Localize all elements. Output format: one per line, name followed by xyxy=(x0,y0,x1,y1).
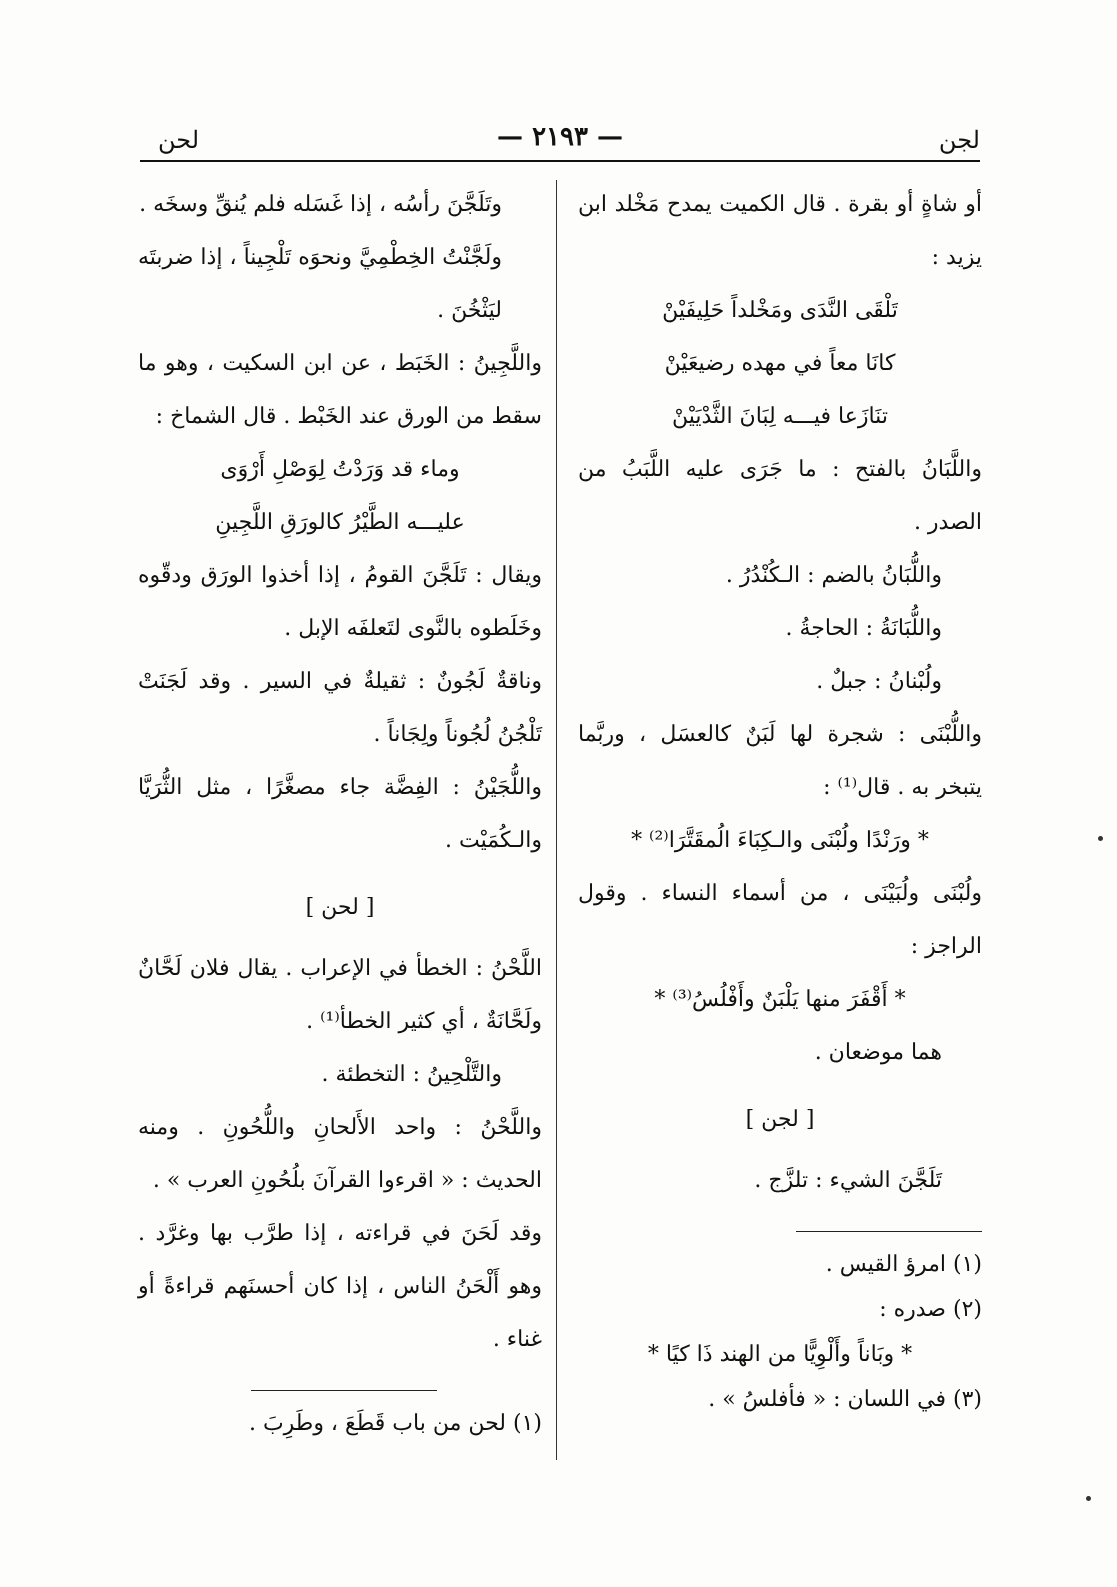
paragraph: وتَلَجَّنَ رأسُه ، إذا غَسَله فلم يُنقِّ وسخَه . xyxy=(139,192,502,217)
page-number: — ٢١٩٣ — xyxy=(497,122,623,152)
footnote-rule xyxy=(796,1231,982,1232)
verse-line: تنَازَعا فيـــه لِبَانَ الثَّدْيَيْنْ xyxy=(672,404,888,429)
paragraph: واللَّبَانُ بالفتح : ما جَرَى عليه اللَّبَبُ من الصدر . xyxy=(578,457,982,535)
paragraph: والتَّلْحِينُ : التخطئة . xyxy=(321,1062,502,1087)
left-column xyxy=(138,178,542,1446)
paragraph: وناقةٌ لَجُونٌ : ثقيلةٌ في السير . وقد لَجَنَتْ تَلْجُنُ لُجُوناً ولِجَاناً . xyxy=(138,669,542,747)
verse-line: كانَا معاً في مهده رضيعَيْنْ xyxy=(664,351,896,376)
paragraph: أو شاةٍ أو بقرة . قال الكميت يمدح مَخْلد ابن يزيد : xyxy=(578,192,982,270)
footnote: (١) لحن من باب قَطَعَ ، وطَرِبَ . xyxy=(248,1411,542,1436)
scan-speck xyxy=(1086,1496,1091,1501)
verse-line: تَلْقَى النَّدَى ومَخْلداً حَلِيفَيْنْ xyxy=(662,298,898,323)
footnote: (٢) صدره : xyxy=(879,1297,982,1322)
header-rule xyxy=(140,160,980,162)
paragraph: واللَّحْنُ : واحد الأَلحانِ واللُّحُونِ . ومنه الحديث : « اقرءوا القرآنَ بلُحُونِ العرب » . xyxy=(138,1115,542,1193)
footnote: (٣) في اللسان : « فأفلسُ » . xyxy=(708,1387,982,1412)
paragraph: تَلَجَّنَ الشيء : تلزَّج . xyxy=(754,1168,942,1193)
paragraph: وقد لَحَنَ في قراءته ، إذا طرَّب بها وغرَّد . وهو أَلْحَنُ الناس ، إذا كان أحسنَهم قراءةً أو غناء . xyxy=(138,1221,542,1352)
verse-line: وماء قد وَرَدْتُ لِوَصْلِ أَرْوَى xyxy=(220,457,460,482)
verse-line: * ورَنْدًا ولُبْنَى والـكِبَاءَ الُمقَتَّرَا⁽²⁾ * xyxy=(631,828,929,853)
entry-heading: [ لجن ] xyxy=(745,1107,815,1132)
paragraph: واللُّبْنَى : شجرة لها لَبَنٌ كالعسَل ، وربَّما يتبخر به . قال⁽¹⁾ : xyxy=(578,722,982,800)
entry-heading: [ لحن ] xyxy=(305,895,375,920)
column-divider xyxy=(556,180,557,1460)
paragraph: اللَّحْنُ : الخطأ في الإعراب . يقال فلان لَحَّانٌ ولَحَّانَةٌ ، أي كثير الخطأ⁽¹⁾ . xyxy=(138,956,542,1034)
scan-speck xyxy=(1098,836,1103,841)
paragraph: واللُّجَيْنُ : الفِضَّة جاء مصغَّرًا ، مثل الثُّرَيَّا والـكُمَيْت . xyxy=(138,775,542,853)
paragraph: ويقال : تَلَجَّنَ القومُ ، إذا أخذوا الورَق ودقّوه وخَلَطوه بالنَّوى لتَعلفَه الإبل . xyxy=(138,563,542,641)
paragraph: هما موضعان . xyxy=(814,1040,942,1065)
paragraph: ولُبْنَى ولُبَيْنَى ، من أسماء النساء . وقول الراجز : xyxy=(578,881,982,959)
paragraph: ولَجَّنْتُ الخِطْمِيَّ ونحوَه تَلْجِيناً ، إذا ضربتَه ليَثْخُنَ . xyxy=(138,245,502,323)
verse-line: * أَقْفَرَ منها يَلْبَنٌ وأَفْلُسُ⁽³⁾ * xyxy=(654,987,906,1012)
paragraph: واللَّجِينُ : الخَبَط ، عن ابن السكيت ، وهو ما سقط من الورق عند الخَبْط . قال الشماخ : xyxy=(138,351,542,429)
verse-line: عليـــه الطَّيْرُ كالورَقِ اللَّجِينِ xyxy=(215,510,465,535)
right-column xyxy=(578,178,982,1422)
paragraph: واللُّبَانُ بالضم : الـكُنْدُرُ . xyxy=(725,563,942,588)
header-right-word: لجن xyxy=(938,126,980,154)
paragraph: واللُّبَانَةُ : الحاجةُ . xyxy=(785,616,942,641)
footnote: (١) امرؤ القيس . xyxy=(825,1252,982,1277)
header-left-word: لحن xyxy=(158,126,200,154)
footnote-verse: * وبَاناً وأَلْوِيًّا من الهند ذَا كيًا * xyxy=(647,1342,913,1367)
paragraph: ولُبْنانُ : جبلٌ . xyxy=(816,669,942,694)
footnote-rule xyxy=(251,1390,437,1391)
running-header xyxy=(140,118,980,158)
